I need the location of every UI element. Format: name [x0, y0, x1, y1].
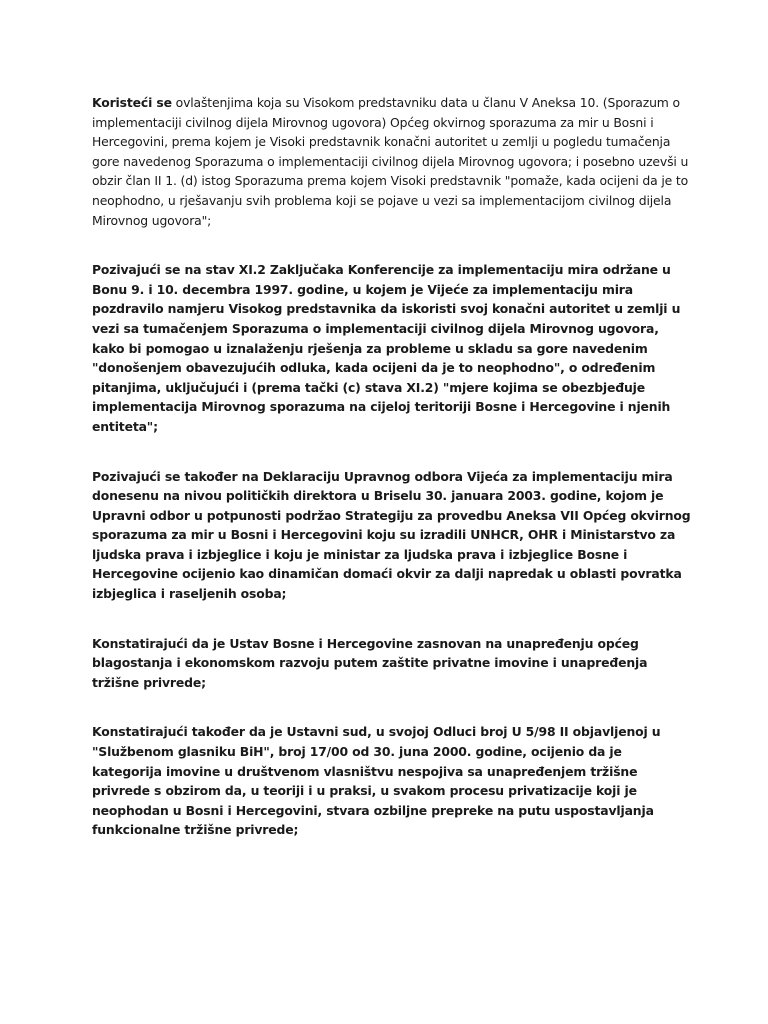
- paragraph-pozivajuci-bon: Pozivajući se na stav XI.2 Zaključaka Konferencije za implementaciju mira održane u Bonu 9. i 10. decembra 1997. godine, u kojem je Vijeće za implementaciju mira pozdravilo namjeru Visokog predstavnika da iskoristi svoj konačni autoritet u zemlji u vezi sa tumačenjem Sporazuma o implementaciji civilnog dijela Mirovnog ugovora, kako bi pomogao u iznalaženju rješenja za probleme u skladu sa gore navedenim "donošenjem obavezujućih odluka, kada ocijeni da je to neophodno", o određenim pitanjima, uključujući i (prema tački (c) stava XI.2) "mjere kojima se obezbjeđuje implementacija Mirovnog sporazuma na cijeloj teritoriji Bosne i Hercegovine i njenih entiteta";: [92, 262, 681, 434]
- paragraph-konstatirajuci-sud: Konstatirajući također da je Ustavni sud, u svojoj Odluci broj U 5/98 II objavljenoj u "Službenom glasniku BiH", broj 17/00 od 30. juna 2000. godine, ocijenio da je kategorija imovine u društvenom vlasništvu nespojiva sa unapređenjem tržišne privrede s obzirom da, u teoriji i u praksi, u svakom procesu privatizacije koji je neophodan u Bosni i Hercegovini, stvara ozbiljne prepreke na putu uspostavljanja funkcionalne tržišne privrede;: [92, 724, 661, 838]
- paragraph-pozivajuci-deklaracija: Pozivajući se također na Deklaraciju Upravnog odbora Vijeća za implementaciju mira donesenu na nivou političkih direktora u Briselu 30. januara 2003. godine, kojom je Upravni odbor u potpunosti podržao Strategiju za provedbu Aneksa VII Općeg okvirnog sporazuma za mir u Bosni i Hercegovini koju su izradili UNHCR, OHR i Ministarstvo za ljudska prava i izbjeglice i koju je ministar za ljudska prava i izbjeglice Bosne i Hercegovine ocijenio kao dinamičan domaći okvir za dalji napredak u oblasti povratka izbjeglica i raseljenih osoba;: [92, 468, 691, 602]
- paragraph-koristeci: [92, 93, 692, 230]
- paragraph-lead: Koristeći se: [92, 95, 172, 110]
- paragraph-konstatirajuci-ustav: Konstatirajući da je Ustav Bosne i Hercegovine zasnovan na unapređenju općeg blagostanja i ekonomskom razvoju putem zaštite privatne imovine i unapređenja tržišne privrede;: [92, 635, 648, 690]
- paragraph-text: ovlaštenjima koja su Visokom predstavniku data u članu V Aneksa 10. (Sporazum o implementaciji civilnog dijela Mirovnog ugovora) Općeg okvirnog sporazuma za mir u Bosni i Hercegovini, prema kojem je Visoki predstavnik konačni autoritet u zemlji u pogledu tumačenja gore navedenog Sporazuma o implementaciji civilnog dijela Mirovnog ugovora; i posebno uzevši u obzir član II 1. (d) istog Sporazuma prema kojem Visoki predstavnik "pomaže, kada ocijeni da je to neophodno, u rješavanju svih problema koji se pojave u vezi sa implementacijom civilnog dijela Mirovnog ugovora";: [92, 95, 689, 228]
- document-body: [92, 93, 692, 870]
